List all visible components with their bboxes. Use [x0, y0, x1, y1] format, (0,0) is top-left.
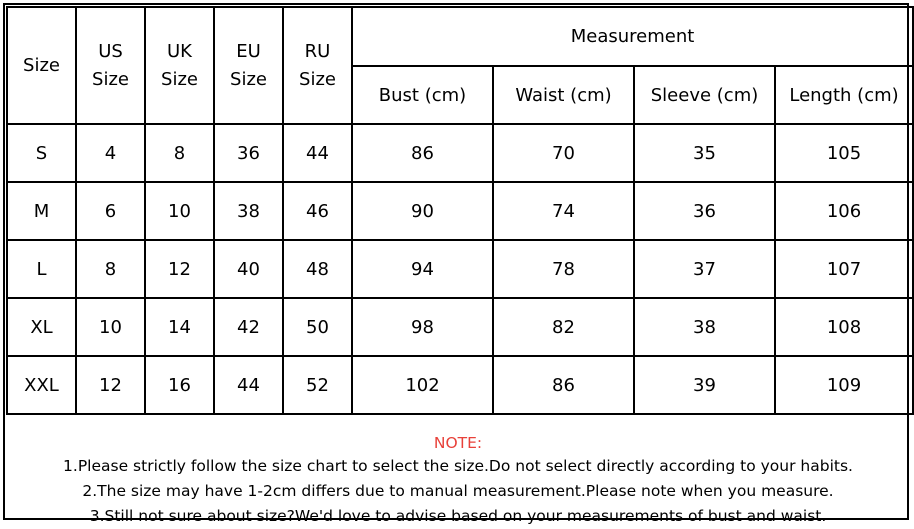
note-line-2: 2.The size may have 1-2cm differs due to manual measurement.Please note when you measure. [82, 482, 834, 500]
cell-uk: 14 [145, 298, 214, 356]
cell-uk: 10 [145, 182, 214, 240]
cell-length: 108 [775, 298, 913, 356]
table-row [7, 182, 913, 240]
cell-us: 12 [76, 356, 145, 414]
header-waist: Waist (cm) [493, 66, 634, 124]
header-bust: Bust (cm) [352, 66, 493, 124]
cell-sleeve: 38 [634, 298, 775, 356]
header-eu-size: EU Size [214, 7, 283, 124]
cell-eu: 42 [214, 298, 283, 356]
cell-ru: 44 [283, 124, 352, 182]
cell-ru: 46 [283, 182, 352, 240]
cell-waist: 82 [493, 298, 634, 356]
cell-waist: 74 [493, 182, 634, 240]
cell-uk: 16 [145, 356, 214, 414]
cell-bust: 94 [352, 240, 493, 298]
cell-size: XL [7, 298, 76, 356]
cell-eu: 40 [214, 240, 283, 298]
size-table [6, 6, 914, 415]
cell-sleeve: 35 [634, 124, 775, 182]
cell-size: XXL [7, 356, 76, 414]
note-title: NOTE: [433, 434, 483, 452]
cell-ru: 48 [283, 240, 352, 298]
header-measurement: Measurement [352, 7, 913, 66]
notes-section [5, 428, 911, 525]
header-sleeve: Sleeve (cm) [634, 66, 775, 124]
cell-length: 106 [775, 182, 913, 240]
cell-ru: 52 [283, 356, 352, 414]
cell-waist: 86 [493, 356, 634, 414]
cell-us: 8 [76, 240, 145, 298]
cell-sleeve: 37 [634, 240, 775, 298]
note-line-3: 3.Still not sure about size?We'd love to advise based on your measurements of bust and waist. [89, 507, 827, 525]
cell-waist: 78 [493, 240, 634, 298]
cell-uk: 8 [145, 124, 214, 182]
header-size: Size [7, 7, 76, 124]
cell-size: L [7, 240, 76, 298]
cell-size: M [7, 182, 76, 240]
size-chart [3, 3, 909, 525]
cell-eu: 36 [214, 124, 283, 182]
header-us-size: US Size [76, 7, 145, 124]
cell-bust: 90 [352, 182, 493, 240]
cell-length: 109 [775, 356, 913, 414]
cell-length: 107 [775, 240, 913, 298]
table-row [7, 298, 913, 356]
cell-eu: 44 [214, 356, 283, 414]
cell-uk: 12 [145, 240, 214, 298]
cell-us: 10 [76, 298, 145, 356]
header-uk-size: UK Size [145, 7, 214, 124]
cell-sleeve: 36 [634, 182, 775, 240]
cell-waist: 70 [493, 124, 634, 182]
cell-bust: 102 [352, 356, 493, 414]
cell-size: S [7, 124, 76, 182]
cell-length: 105 [775, 124, 913, 182]
table-row [7, 124, 913, 182]
header-ru-size: RU Size [283, 7, 352, 124]
cell-sleeve: 39 [634, 356, 775, 414]
cell-us: 6 [76, 182, 145, 240]
table-row [7, 356, 913, 414]
cell-eu: 38 [214, 182, 283, 240]
table-row [7, 240, 913, 298]
cell-ru: 50 [283, 298, 352, 356]
cell-us: 4 [76, 124, 145, 182]
note-line-1: 1.Please strictly follow the size chart to select the size.Do not select directly according to your habits. [63, 457, 853, 475]
cell-bust: 98 [352, 298, 493, 356]
cell-bust: 86 [352, 124, 493, 182]
header-length: Length (cm) [775, 66, 913, 124]
